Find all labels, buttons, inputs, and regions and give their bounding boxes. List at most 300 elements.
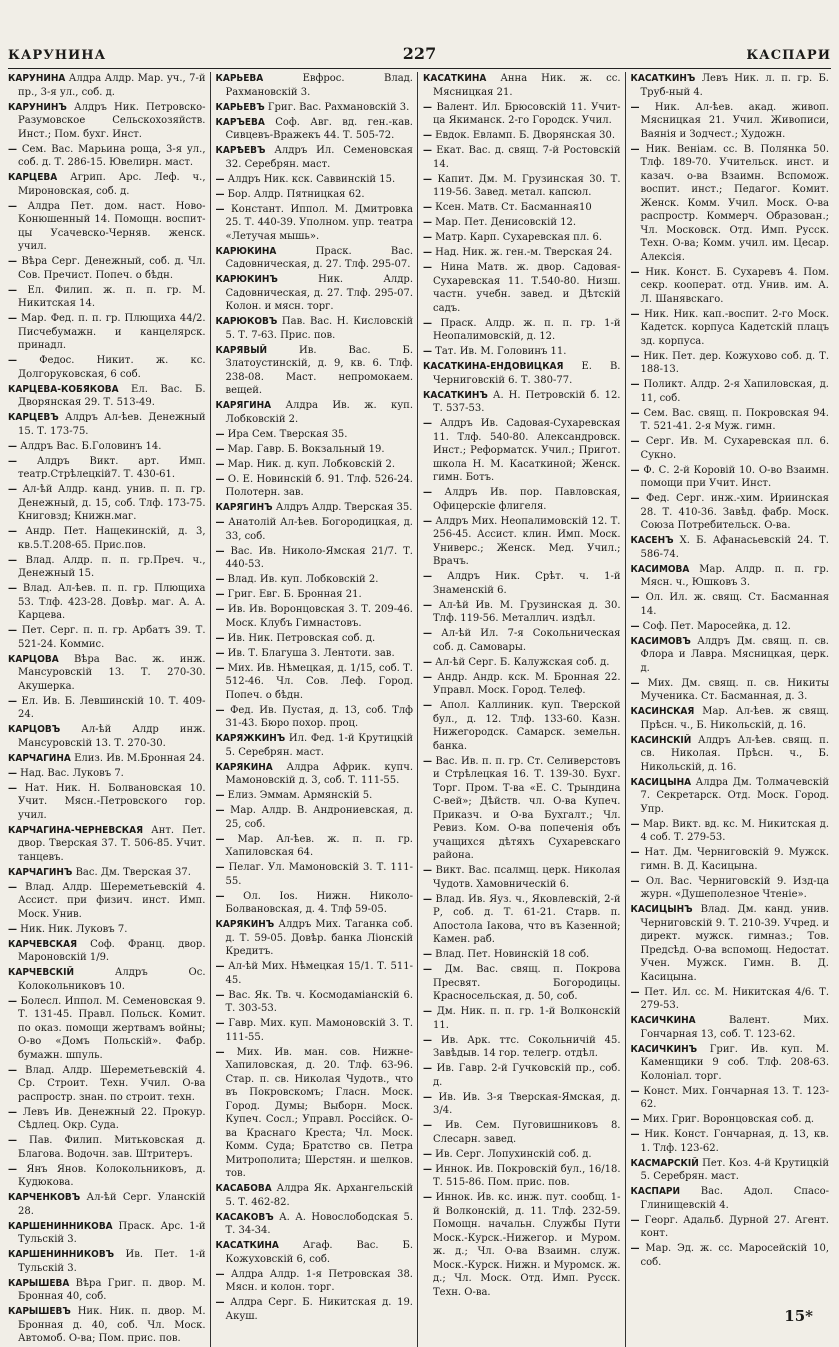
entry-surname: КАРУНИНЪ xyxy=(8,101,67,113)
entry-surname: — xyxy=(215,704,225,716)
entry-surname: — xyxy=(423,217,432,228)
entry-surname: — xyxy=(423,599,432,611)
entry-surname: — xyxy=(8,200,17,212)
directory-entry xyxy=(423,173,621,200)
entry-details: А. А. Новослободская 5. Т. 34-34. xyxy=(225,1211,413,1236)
entry-surname: — xyxy=(215,574,225,585)
directory-entry xyxy=(423,360,621,387)
entry-details: Нат. Ник. Н. Болвановская 10. Учит. Мясн.-Петровского гор. учил. xyxy=(17,782,206,821)
entry-surname: — xyxy=(8,355,17,366)
column-2 xyxy=(214,72,419,1347)
entry-details: Мих. Ив. ман. сов. Нижне-Хапиловская, д. 20. Тлф. 63-96. Стар. п. св. Николая Чудотв., что въ Покровскомъ; Гласн. Моск. Город. Думы; Выборн. Моск. Купеч. Сосл.; Управл. Россійск. О-ва Краснаго Креста; Чл. Моск. Комм. Суда; Братство св. Петра Митрополита; Шерстян. и шелков. тов. xyxy=(224,1046,413,1179)
entry-details: Ант. Пет. двор. Тверская 37. Т. 506-85. Учит. танцевъ. xyxy=(18,824,206,863)
directory-entry xyxy=(216,501,414,515)
header-left-guide-word: КАРУНИНА xyxy=(8,48,107,63)
entry-details: Апол. Каллиник. куп. Тверской бул., д. 12. Тлф. 133-60. Казн. Нижегородск. Самарск. земельн. банка. xyxy=(432,700,621,752)
entry-surname: — xyxy=(215,517,225,528)
entry-details: Влад. Алдр. Шереметьевскій 4. Ср. Строит. Техн. Учил. О-ва распростр. знан. по строит. техн. xyxy=(17,1064,206,1103)
directory-entry xyxy=(423,389,621,416)
directory-entry xyxy=(216,1296,414,1323)
entry-surname: — xyxy=(630,818,640,830)
entry-details: Влад. Ив. куп. Лобковскій 2. xyxy=(224,574,379,585)
entry-details: Янъ Янов. Колокольниковъ, д. Кудюкова. xyxy=(17,1163,206,1188)
entry-surname: КАСАТКИНА xyxy=(423,73,487,84)
directory-entry xyxy=(8,312,206,353)
entry-details: Влад. Дм. канд. унив. Черниговскій 9. Т. 210-39. Учред. и директ. мужск. гимназ.; Тов. Предсѣд. О-ва вспомощ. Недостат. Учен. Мужск. Гимн. В. Д. Касицына. xyxy=(640,904,829,983)
entry-surname: — xyxy=(8,583,17,594)
entry-surname: — xyxy=(423,487,432,498)
entry-details: Алдръ Ив. Садовая-Сухаревская 11. Тлф. 540-80. Александровск. Инст.; Реформатск. Учил.; Пригот. школа Н. М. Касаткиной; Женск. гимн. Ботъ. xyxy=(432,418,621,483)
entry-surname: — xyxy=(630,677,640,689)
entry-surname: — xyxy=(215,632,225,644)
directory-entry xyxy=(631,308,830,349)
entry-details: Над. Ник. ж. ген.-м. Тверская 24. xyxy=(432,247,613,258)
entry-details: Ксен. Матв. Ст. Басманная10 xyxy=(432,202,592,213)
entry-surname: КАРЧЕНКОВЪ xyxy=(8,1192,81,1203)
entry-details: Ив. Вас. Б. Златоустинскій, д. 9, кв. 6. Тлф. 238-08. Маст. непромокаем. вещей. xyxy=(225,344,413,396)
entry-surname: КАСАТКИНЪ xyxy=(423,389,488,401)
entry-surname: — xyxy=(8,782,17,794)
directory-entry xyxy=(631,846,830,873)
entry-details: О. Е. Новинскій б. 91. Тлф. 526-24. Полотерн. зав. xyxy=(224,473,413,498)
entry-details: Над. Вас. Луковъ 7. xyxy=(17,767,124,779)
directory-entry xyxy=(216,315,414,342)
entry-surname: КАРУНИНА xyxy=(8,73,66,84)
entry-details: Ив. Сем. Пуговишниковъ 8. Слесарн. завед. xyxy=(432,1120,621,1145)
directory-entry xyxy=(631,101,830,142)
entry-surname: — xyxy=(423,515,432,527)
entry-surname: — xyxy=(630,266,640,278)
directory-entry xyxy=(8,483,206,524)
entry-surname: — xyxy=(423,232,432,243)
entry-surname: КАРЯКИНА xyxy=(215,761,273,773)
directory-entry xyxy=(216,144,414,171)
entry-surname: КАСИЦЫНА xyxy=(630,776,692,788)
entry-surname: — xyxy=(215,890,225,902)
entry-details: Анна Ник. ж. сс. Мясницкая 21. xyxy=(433,73,621,98)
entry-details: Влад. Алдр. п. п. гр.Преч. ч., Денежный 15. xyxy=(17,554,206,579)
entry-details: Констант. Иппол. М. Дмитровка 25. Т. 440-39. Уполном. упр. театра «Летучая мышь». xyxy=(224,203,413,242)
entry-details: Вас. Дм. Тверская 37. xyxy=(72,866,191,878)
entry-surname: — xyxy=(423,628,432,639)
entry-surname: — xyxy=(215,604,225,615)
entry-details: Алдра Алдр. 1-я Петровская 38. Мясн. и колон. торг. xyxy=(224,1268,413,1293)
entry-surname: КАСИНСКІЙ xyxy=(630,734,692,746)
directory-entry xyxy=(8,383,206,410)
entry-surname: — xyxy=(215,862,225,873)
entry-details: Алдра Дм. Толмачевскій 7. Секретарск. Отд. Моск. Город. Упр. xyxy=(640,776,829,815)
entry-surname: КАРЦОВА xyxy=(8,653,59,665)
entry-details: Праск. Вас. Садовническая, д. 27. Тлф. 295-07. xyxy=(225,245,413,270)
directory-entry xyxy=(8,767,206,781)
entry-surname: — xyxy=(8,484,17,495)
directory-entry xyxy=(8,923,206,937)
entry-surname: — xyxy=(8,767,17,779)
entry-details: Тат. Ив. М. Головинъ 11. xyxy=(432,346,567,357)
entry-details: Нина Матв. ж. двор. Садовая-Сухаревская 11. Т.540-80. Низш. частн. учебн. завед. и Дѣтскій садъ. xyxy=(432,262,621,314)
entry-details: Вас. Як. Тв. ч. Космодаміанскій 6. Т. 303-53. xyxy=(224,989,413,1014)
entry-surname: — xyxy=(630,1129,640,1140)
entry-surname: — xyxy=(423,671,432,683)
entry-details: Поликт. Алдр. 2-я Хапиловская, д. 11, соб. xyxy=(639,379,829,404)
entry-surname: — xyxy=(215,1297,225,1308)
entry-surname: — xyxy=(423,865,432,876)
entry-surname: — xyxy=(215,662,225,674)
entry-surname: КАСИНСКАЯ xyxy=(630,706,695,717)
entry-details: Ф. С. 2-й Коровій 10. О-во Взаимн. помощи при Учит. Инст. xyxy=(639,464,829,489)
directory-entry xyxy=(423,231,621,245)
entry-details: Ив. Ник. Петровская соб. д. xyxy=(224,632,376,644)
directory-entry xyxy=(8,653,206,694)
directory-entry xyxy=(423,893,621,947)
entry-details: Болесл. Иппол. М. Семеновская 9. Т. 131-45. Правл. Польск. Комит. по оказ. помощи жертвамъ войны; О-во «Домъ Польскій». Фабр. бумажн. шпуль. xyxy=(17,995,206,1061)
column-3 xyxy=(421,72,626,1347)
entry-details: Ив. Серг. Лопухинскій соб. д. xyxy=(432,1148,592,1160)
entry-details: Анатолiй Ал-ѣев. Богородицкая, д. 33, соб. xyxy=(224,517,413,542)
entry-surname: КАРЧЕВСКАЯ xyxy=(8,938,78,950)
directory-entry xyxy=(216,804,414,831)
entry-surname: КАСАТКИНА-ЕНДОВИЦКАЯ xyxy=(423,361,564,372)
entry-details: Пелаг. Ул. Мамоновскій 3. Т. 111-55. xyxy=(224,862,413,887)
entry-details: Мар. Алдр. В. Андрониевская, д. 25, соб. xyxy=(224,805,413,830)
entry-details: Ел. Филип. ж. п. п. гр. М. Никитская 14. xyxy=(17,284,206,309)
entry-surname: — xyxy=(8,625,17,636)
directory-entry xyxy=(631,492,830,533)
entry-details: Ник. Ник. Луковъ 7. xyxy=(17,923,128,935)
entry-details: Алдръ Ив. пор. Павловская, Офицерскіе флигеля. xyxy=(432,487,621,512)
entry-surname: КАСАТКИНА xyxy=(215,1240,279,1251)
page-header xyxy=(8,46,831,69)
entry-details: Ол. Вас. Черниговскій 9. Изд-ца журн. «Душеполезное Чтеніе». xyxy=(639,875,829,900)
directory-entry xyxy=(631,1214,830,1241)
entry-details: Вас. Ив. Николо-Ямская 21/7. Т. 440-53. xyxy=(224,545,413,570)
entry-details: Ил. Фед. 1-й Крутицкій 5. Серебрян. маст. xyxy=(225,733,413,758)
entry-surname: — xyxy=(215,173,225,185)
entry-details: Конст. Мих. Гончарная 13. Т. 123-62. xyxy=(639,1085,829,1110)
entry-details: Сем. Вас. Марьина роща, 3-я ул., соб. д. Т. 286-15. Ювелирн. маст. xyxy=(17,143,206,168)
directory-entry xyxy=(216,72,414,99)
entry-details: Пет. Коз. 4-й Крутицкій 5. Серебрян. маст. xyxy=(640,1157,829,1182)
signature-mark: 15* xyxy=(784,1307,813,1325)
entry-details: Ал-ѣй Мих. Нѣмецкая 15/1. Т. 511-45. xyxy=(224,961,413,986)
directory-entry xyxy=(631,378,830,405)
entry-surname: — xyxy=(630,493,640,504)
entry-surname: — xyxy=(8,526,17,537)
entry-details: Мар. Пет. Денисовскій 12. xyxy=(432,217,577,228)
entry-surname: КАРШЕНИННИКОВЪ xyxy=(8,1249,115,1260)
entry-surname: КАСАБОВА xyxy=(215,1183,272,1194)
directory-entry xyxy=(216,188,414,202)
directory-entry xyxy=(216,662,414,703)
entry-details: Алдръ Ник. кск. Саввинскій 15. xyxy=(224,173,396,185)
entry-surname: — xyxy=(8,440,17,452)
entry-surname: — xyxy=(630,620,640,632)
directory-entry xyxy=(216,428,414,442)
directory-entry xyxy=(423,864,621,891)
entry-details: Алдръ Ал-ѣев. Денежный 15. Т. 173-75. xyxy=(18,412,206,437)
entry-details: Ник. Конст. Гончарная, д. 13, кв. 1. Тлф. 123-62. xyxy=(639,1129,829,1154)
entry-details: Мар. Алдр. п. п. гр. Мясн. ч., Юшковъ 3. xyxy=(640,563,829,588)
entry-surname: — xyxy=(8,1106,17,1118)
directory-entry xyxy=(8,723,206,750)
entry-surname: — xyxy=(215,989,225,1001)
directory-entry xyxy=(423,1091,621,1118)
entry-surname: — xyxy=(423,1006,432,1017)
directory-entry xyxy=(631,435,830,462)
directory-entry xyxy=(216,516,414,543)
entry-surname: — xyxy=(630,1214,640,1226)
directory-entry xyxy=(8,938,206,965)
entry-details: Фед. Ив. Пустая, д. 13, соб. Тлф 31-43. Бюро похор. проц. xyxy=(224,704,413,729)
directory-entry xyxy=(8,881,206,922)
directory-entry xyxy=(8,1191,206,1218)
entry-surname: — xyxy=(8,881,17,893)
entry-surname: — xyxy=(215,805,225,816)
directory-entry xyxy=(8,1163,206,1190)
entry-details: Валент. Мих. Гончарная 13, соб. Т. 123-62. xyxy=(640,1015,829,1040)
entry-surname: — xyxy=(630,308,640,320)
entry-details: Агаф. Вас. Б. Кожуховскій 6, соб. xyxy=(225,1240,413,1265)
directory-entry xyxy=(8,695,206,722)
entry-details: Алдръ Дм. свящ. п. св. Флора и Лавра. Мясницкая, церк. д. xyxy=(640,635,829,674)
directory-entry xyxy=(8,72,206,99)
entry-details: Влад. Ив. Яуз. ч., Яковлевскій, 2-й Р, соб. д. Т. 61-21. Старв. п. Апостола Іакова, что въ Казенной; Камен. раб. xyxy=(432,893,621,945)
directory-entry xyxy=(216,1211,414,1238)
entry-surname: — xyxy=(215,833,225,845)
entry-surname: КАСМАРСКІЙ xyxy=(630,1157,699,1169)
directory-entry xyxy=(8,1134,206,1161)
directory-entry xyxy=(631,464,830,491)
entry-surname: — xyxy=(423,145,432,156)
entry-surname: — xyxy=(215,790,225,801)
directory-entry xyxy=(631,1242,830,1269)
entry-details: Викт. Вас. псалмщ. церк. Николая Чудотв. Хамовническій 6. xyxy=(432,865,621,890)
entry-details: Федос. Никит. ж. кс. Долгоруковская, 6 соб. xyxy=(17,355,206,380)
entry-surname: — xyxy=(630,875,640,887)
entry-surname: КАСИМОВЪ xyxy=(630,635,691,647)
directory-entry xyxy=(8,101,206,142)
directory-entry xyxy=(423,671,621,698)
entry-surname: — xyxy=(8,1163,17,1175)
entry-details: Ол. Ios. Нижн. Николо-Болвановская, д. 4. Тлф 59-05. xyxy=(224,890,413,915)
directory-entry xyxy=(631,734,830,775)
directory-entry xyxy=(631,1157,830,1184)
directory-entry xyxy=(8,752,206,766)
entry-surname: — xyxy=(423,656,432,668)
entry-details: Георг. Адальб. Дурной 27. Агент. конт. xyxy=(639,1214,829,1239)
entry-details: Влад. Пет. Новинскій 18 соб. xyxy=(432,949,590,960)
entry-details: Алдръ Викт. арт. Имп. театр.Стрѣлецкiй7. Т. 430-61. xyxy=(17,455,206,480)
entry-surname: — xyxy=(630,986,640,998)
entry-surname: — xyxy=(423,1148,432,1160)
directory-entry xyxy=(631,903,830,984)
entry-details: Андр. Пет. Нащекинскій, д. 3, кв.5.Т.208-65. Прис.пов. xyxy=(17,526,206,551)
directory-entry xyxy=(8,624,206,651)
directory-entry xyxy=(216,1046,414,1181)
directory-entry xyxy=(423,599,621,626)
directory-entry xyxy=(216,588,414,602)
directory-entry xyxy=(216,1268,414,1295)
directory-entry xyxy=(8,554,206,581)
directory-entry xyxy=(216,960,414,987)
entry-surname: — xyxy=(215,443,225,455)
entry-surname: — xyxy=(423,1163,432,1175)
directory-entry xyxy=(8,1305,206,1346)
entry-surname: — xyxy=(215,188,225,200)
directory-entry xyxy=(216,632,414,646)
directory-entry xyxy=(423,317,621,344)
entry-surname: — xyxy=(423,1063,432,1074)
entry-details: Григ. Ив. куп. М. Каменщики 9 соб. Тлф. 208-63. Колоніал. торг. xyxy=(640,1043,829,1082)
directory-entry xyxy=(423,699,621,753)
entry-details: Алдръ Ил. Семеновская 32. Серебрян. маст. xyxy=(225,145,413,170)
entry-surname: — xyxy=(630,847,640,858)
directory-entry xyxy=(631,266,830,307)
directory-entry xyxy=(631,1014,830,1041)
directory-entry xyxy=(216,173,414,187)
directory-entry xyxy=(631,1113,830,1127)
entry-surname: КАСАТКИНЪ xyxy=(630,73,696,84)
entry-details: Ник. Пет. дер. Кожухово соб. д. Т. 188-13. xyxy=(639,350,829,375)
entry-surname: КАСПАРИ xyxy=(630,1186,681,1197)
directory-entry xyxy=(423,129,621,143)
entry-surname: — xyxy=(215,1046,225,1058)
entry-details: Ал-ѣй Алдр инж. Мансуровскій 13. Т. 270-30. xyxy=(18,724,206,749)
entry-surname: КАСИМОВА xyxy=(630,563,690,575)
directory-entry xyxy=(216,833,414,860)
entry-surname: — xyxy=(8,256,17,267)
directory-entry xyxy=(631,591,830,618)
entry-surname: — xyxy=(630,379,640,390)
directory-entry xyxy=(216,890,414,917)
entry-details: Евфрос. Влад. Рахмановскій 3. xyxy=(225,73,413,98)
entry-surname: — xyxy=(423,964,432,975)
directory-entry xyxy=(423,1034,621,1061)
entry-surname: КАРШЕНИННИКОВА xyxy=(8,1220,113,1232)
directory-entry xyxy=(216,704,414,731)
directory-entry xyxy=(631,818,830,845)
entry-surname: — xyxy=(215,961,225,972)
entry-surname: — xyxy=(423,1120,432,1131)
entry-details: Ел. Вас. Б. Дворянская 29. Т. 513-49. xyxy=(18,383,206,408)
directory-entry xyxy=(8,995,206,1063)
directory-entry xyxy=(423,1062,621,1089)
entry-details: Пав. Вас. Н. Кисловскій 5. Т. 7-63. Прис. пов. xyxy=(225,316,413,341)
entry-details: Ив. Ив. Воронцовская 3. Т. 209-46. Моск. Клубъ Гимнастовъ. xyxy=(224,604,413,629)
entry-surname: КАРЯКИНЪ xyxy=(215,919,275,930)
entry-details: Серг. Ив. М. Сухаревская пл. 6. Сукно. xyxy=(639,436,829,461)
entry-details: Вас. Ив. п. п. гр. Ст. Селиверстовъ и Стрѣлецкая 16. Т. 139-30. Бухг. Торг. Пром. Т-ва «Е. С. Трындина С-вей»; Дѣйств. чл. О-ва Купеч. Приказч. и О-ва Бухгалт.; Чл. Ревиз. Ком. О-ва попеченія объ учащихся дѣтяхъ Сухаревскаго района. xyxy=(432,755,621,861)
directory-entry xyxy=(631,563,830,590)
entry-details: Матр. Карп. Сухаревская пл. 6. xyxy=(432,232,603,243)
entry-details: Ник. Веніам. сс. В. Полянка 50. Тлф. 189-70. Учительск. инст. и казач. о-ва Взаимн. Вспомож. воспит. инст.; Педагог. Комит. Женск. Комм. Учил. Моск. О-ва распростр. Коммерч. Образован.; Чл. Московск. Отд. Имп. Русск. Техн. О-ва; Комм. учил. им. Цесар. Алексія. xyxy=(639,143,829,263)
entry-details: Мих. Григ. Воронцовская соб. д. xyxy=(639,1114,815,1125)
entry-details: Соф. Авг. вд. ген.-кав. Сивцевъ-Вражекъ 44. Т. 505-72. xyxy=(225,116,413,141)
entry-details: Е. В. Черниговскій 6. Т. 380-77. xyxy=(433,361,621,386)
entry-details: Елиз. Эммам. Армянскій 5. xyxy=(224,790,373,801)
directory-entry xyxy=(8,824,206,865)
entry-surname: — xyxy=(630,464,640,476)
directory-entry xyxy=(216,273,414,314)
directory-entry xyxy=(216,399,414,426)
directory-entry xyxy=(423,755,621,863)
entry-surname: — xyxy=(423,262,432,273)
entry-details: Ив. Гавр. 2-й Гучковскій пр., соб. д. xyxy=(432,1063,621,1088)
entry-surname: — xyxy=(630,436,640,447)
directory-entry xyxy=(216,789,414,803)
entry-surname: — xyxy=(423,571,432,582)
entry-surname: — xyxy=(8,554,17,566)
entry-details: Ник. Алдр. Садовническая, д. 27. Тлф. 295-07. Колон. и мясн. торг. xyxy=(225,274,413,312)
directory-entry xyxy=(216,344,414,398)
directory-entry xyxy=(423,345,621,359)
entry-surname: — xyxy=(630,101,640,113)
entry-surname: — xyxy=(423,700,432,711)
directory-entry xyxy=(216,245,414,272)
entry-details: Алдръ Алдр. Тверская 35. xyxy=(272,502,413,513)
entry-surname: КАРѢЕВЪ xyxy=(215,145,266,156)
entry-details: Ол. Ил. ж. свящ. Ст. Басманная 14. xyxy=(639,592,829,617)
directory-entry xyxy=(216,603,414,630)
entry-surname: — xyxy=(630,407,640,419)
entry-surname: — xyxy=(8,695,17,707)
entry-details: Мар. Фед. п. п. гр. Плющиха 44/2. Писчебумажн. и канцелярск. принадл. xyxy=(17,313,206,351)
entry-details: Пет. Ил. сс. М. Никитская 4/6. Т. 279-53. xyxy=(639,986,829,1011)
entry-surname: — xyxy=(215,1268,225,1280)
directory-entry xyxy=(216,861,414,888)
directory-entry xyxy=(423,101,621,128)
entry-details: Елиз. Ив. М.Бронная 24. xyxy=(70,752,205,764)
directory-entry xyxy=(423,144,621,171)
entry-details: Ник. Ник. п. двор. М. Бронная д. 40, соб. Чл. Моск. Автомоб. О-ва; Пом. прис. пов. xyxy=(18,1306,206,1344)
directory-entry xyxy=(216,1017,414,1044)
directory-entry xyxy=(631,677,830,704)
directory-entry xyxy=(631,72,830,99)
entry-surname: — xyxy=(423,418,432,429)
entry-details: Алдръ Мих. Таганка соб. д. Т. 59-05. Довѣр. банка Ліонскій Кредитъ. xyxy=(225,919,413,957)
entry-surname: КАРЧАГИНА-ЧЕРНЕВСКАЯ xyxy=(8,824,144,836)
directory-entry xyxy=(423,963,621,1004)
entry-surname: — xyxy=(630,592,640,603)
directory-entry xyxy=(423,72,621,99)
entry-details: Мар. Гавр. Б. Вокзальный 19. xyxy=(224,443,385,455)
directory-entry xyxy=(8,966,206,993)
entry-surname: КАРЯЖКИНЪ xyxy=(215,733,286,744)
entry-details: Дм. Ник. п. п. гр. 1-й Волконскій 11. xyxy=(432,1006,621,1031)
directory-entry xyxy=(423,570,621,597)
entry-surname: — xyxy=(8,143,17,155)
entry-details: Соф. Пет. Маросейка, д. 12. xyxy=(639,620,791,632)
entry-details: Ив. Арк. ттс. Сокольничій 45. Завѣдыв. 14 гор. телегр. отдѣл. xyxy=(432,1034,621,1059)
entry-details: Алдръ Ник. Срѣт. ч. 1-й Знаменскій 6. xyxy=(432,571,621,596)
entry-details: Левъ Ник. л. п. гр. Б. Труб-ный 4. xyxy=(640,73,829,98)
entry-details: Ал-ѣй Серг. Уланскій 28. xyxy=(18,1192,206,1217)
entry-details: Ив. Пет. 1-й Тульскій 3. xyxy=(18,1249,206,1274)
entry-surname: — xyxy=(215,203,225,215)
entry-surname: — xyxy=(8,284,17,296)
directory-entry xyxy=(423,1005,621,1032)
entry-surname: КАСЕНЪ xyxy=(630,535,674,546)
entry-details: Мар. Ник. д. куп. Лобковскій 2. xyxy=(224,458,396,470)
directory-entry xyxy=(216,918,414,959)
directory-entry xyxy=(423,246,621,260)
entry-surname: КАСАКОВЪ xyxy=(215,1211,274,1223)
directory-entry xyxy=(631,1185,830,1212)
entry-details: Ив. Ив. 3-я Тверская-Ямская, д. 3/4. xyxy=(432,1091,621,1116)
entry-details: Ив. Т. Благуша 3. Лентоти. зав. xyxy=(224,647,395,659)
entry-surname: — xyxy=(630,350,640,362)
entry-surname: — xyxy=(423,346,432,357)
